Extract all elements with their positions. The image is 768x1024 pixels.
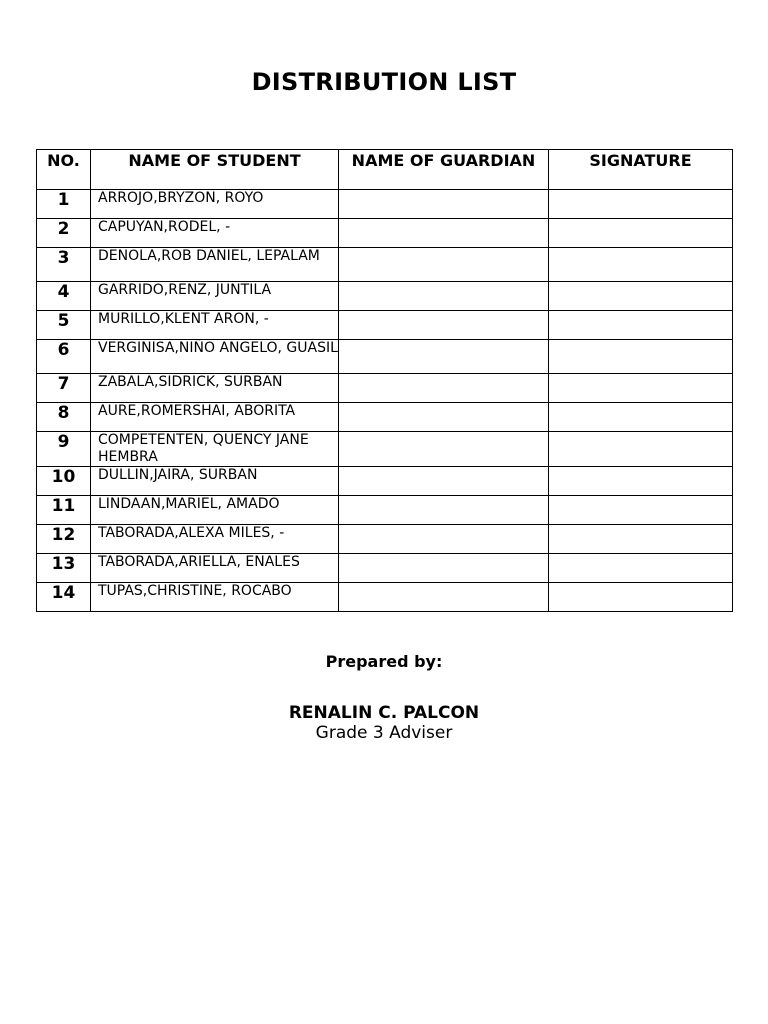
- row-number: 4: [37, 282, 91, 311]
- row-number: 13: [37, 554, 91, 583]
- signature-cell: [549, 190, 733, 219]
- guardian-cell: [339, 340, 549, 374]
- row-number: 9: [37, 432, 91, 467]
- table-row: [37, 554, 733, 583]
- guardian-cell: [339, 583, 549, 612]
- signature-cell: [549, 248, 733, 282]
- table-row: [37, 248, 733, 282]
- row-number: 6: [37, 340, 91, 374]
- table-row: [37, 219, 733, 248]
- table-row: [37, 340, 733, 374]
- student-name: CAPUYAN,RODEL, -: [91, 219, 339, 248]
- signature-cell: [549, 282, 733, 311]
- student-name: MURILLO,KLENT ARON, -: [91, 311, 339, 340]
- guardian-cell: [339, 432, 549, 467]
- guardian-cell: [339, 248, 549, 282]
- signature-cell: [549, 340, 733, 374]
- table-row: [37, 525, 733, 554]
- row-number: 11: [37, 496, 91, 525]
- guardian-cell: [339, 311, 549, 340]
- student-name: ARROJO,BRYZON, ROYO: [91, 190, 339, 219]
- signature-cell: [549, 219, 733, 248]
- signature-cell: [549, 467, 733, 496]
- row-number: 3: [37, 248, 91, 282]
- student-name: TUPAS,CHRISTINE, ROCABO: [91, 583, 339, 612]
- guardian-cell: [339, 467, 549, 496]
- student-name: LINDAAN,MARIEL, AMADO: [91, 496, 339, 525]
- document-title: DISTRIBUTION LIST: [251, 68, 517, 96]
- signature-cell: [549, 374, 733, 403]
- row-number: 2: [37, 219, 91, 248]
- table-row: [37, 282, 733, 311]
- row-number: 1: [37, 190, 91, 219]
- guardian-cell: [339, 190, 549, 219]
- row-number: 8: [37, 403, 91, 432]
- signature-cell: [549, 403, 733, 432]
- header-no: NO.: [37, 150, 91, 190]
- student-name: TABORADA,ARIELLA, ENALES: [91, 554, 339, 583]
- signature-cell: [549, 554, 733, 583]
- signature-cell: [549, 496, 733, 525]
- table-row: [37, 467, 733, 496]
- signature-cell: [549, 525, 733, 554]
- row-number: 12: [37, 525, 91, 554]
- row-number: 5: [37, 311, 91, 340]
- header-guardian-name: NAME OF GUARDIAN: [339, 150, 549, 190]
- table-row: [37, 190, 733, 219]
- student-name: ZABALA,SIDRICK, SURBAN: [91, 374, 339, 403]
- guardian-cell: [339, 525, 549, 554]
- guardian-cell: [339, 554, 549, 583]
- table-row: [37, 374, 733, 403]
- table-header-row: [37, 150, 733, 190]
- guardian-cell: [339, 496, 549, 525]
- header-student-name: NAME OF STUDENT: [91, 150, 339, 190]
- table-row: [37, 311, 733, 340]
- row-number: 7: [37, 374, 91, 403]
- table-row: [37, 496, 733, 525]
- signer-name: RENALIN C. PALCON: [288, 703, 480, 723]
- guardian-cell: [339, 219, 549, 248]
- signature-cell: [549, 311, 733, 340]
- table-row: [37, 432, 733, 467]
- table-row: [37, 403, 733, 432]
- student-name: DENOLA,ROB DANIEL, LEPALAM: [91, 248, 339, 282]
- signer-role: Grade 3 Adviser: [315, 723, 453, 743]
- guardian-cell: [339, 403, 549, 432]
- prepared-by-label: Prepared by:: [325, 652, 443, 671]
- student-name: TABORADA,ALEXA MILES, -: [91, 525, 339, 554]
- student-name: COMPETENTEN, QUENCY JANE HEMBRA: [91, 432, 339, 467]
- row-number: 14: [37, 583, 91, 612]
- guardian-cell: [339, 282, 549, 311]
- guardian-cell: [339, 374, 549, 403]
- header-signature: SIGNATURE: [549, 150, 733, 190]
- student-name: AURE,ROMERSHAI, ABORITA: [91, 403, 339, 432]
- table-row: [37, 583, 733, 612]
- student-name: DULLIN,JAIRA, SURBAN: [91, 467, 339, 496]
- student-name: GARRIDO,RENZ, JUNTILA: [91, 282, 339, 311]
- signature-cell: [549, 432, 733, 467]
- signature-cell: [549, 583, 733, 612]
- row-number: 10: [37, 467, 91, 496]
- student-name: VERGINISA,NIÑO ANGELO, GUASIL: [91, 340, 339, 374]
- distribution-table: [36, 149, 733, 612]
